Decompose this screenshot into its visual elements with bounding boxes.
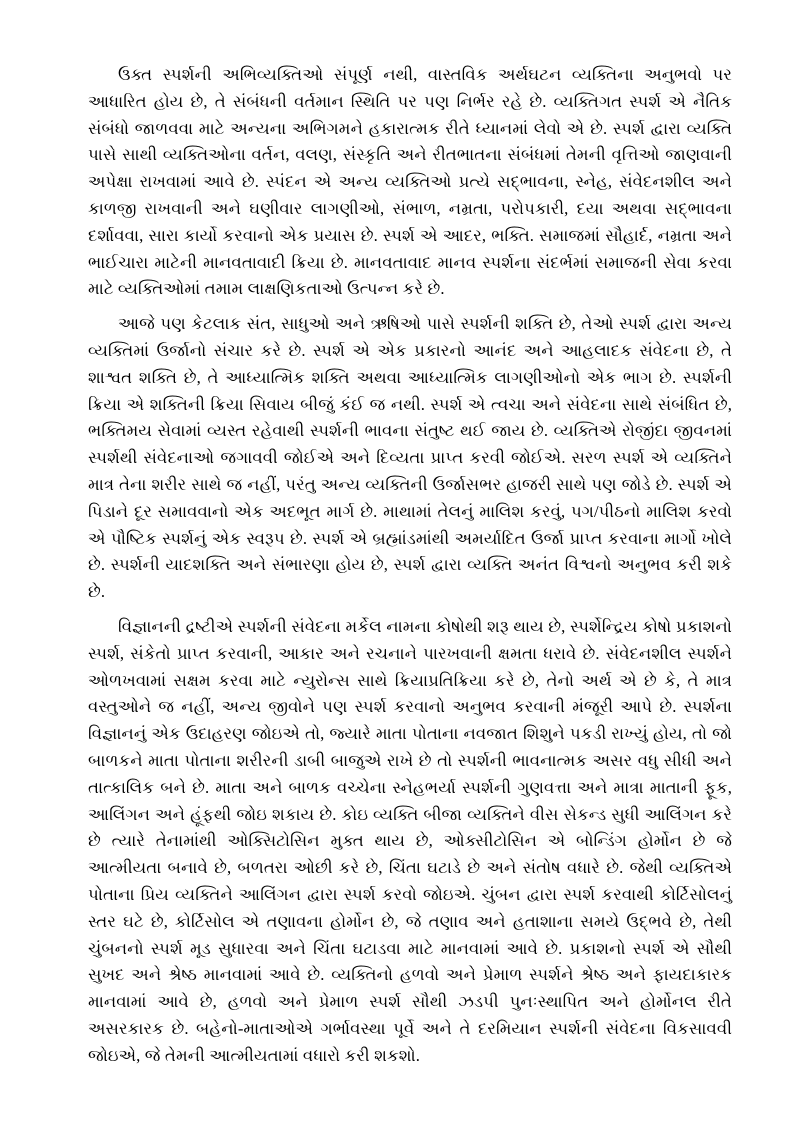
paragraph-1: ઉક્ત સ્પર્શની અભિવ્યક્તિઓ સંપૂર્ણ નથી, વાસ્તવિક અર્થઘટન વ્યક્તિના અનુભવો પર આધારિત હોય છે, તે સંબંધની વર્તમાન સ્થિતિ પર પણ નિર્ભર રહે છે. વ્યક્તિગત સ્પર્શ એ નૈતિક સંબંધો જાળવવા માટે અન્યના અભિગમને હકારાત્મક રીતે ધ્યાનમાં લેવો એ છે. સ્પર્શ દ્વારા વ્યક્તિ પાસે સાથી વ્યક્તિઓના વર્તન, વલણ, સંસ્કૃતિ અને રીતભાતના સંબંધમાં તેમની વૃત્તિઓ જાણવાની અપેક્ષા રાખવામાં આવે છે. સ્પંદન એ અન્ય વ્યક્તિઓ પ્રત્યે સદ્ભાવના, સ્નેહ, સંવેદનશીલ અને કાળજી રાખવાની અને ઘણીવાર લાગણીઓ, સંભાળ, નમ્રતા, પરોપકારી, દયા અથવા સદ્ભાવના દર્શાવવા, સારા કાર્યો કરવાનો એક પ્રયાસ છે. સ્પર્શ એ આદર, ભક્તિ. સમાજમાં સૌહાર્દ, નમ્રતા અને ભાઈચારા માટેની માનવતાવાદી ક્રિયા છે. માનવતાવાદ માનવ સ્પર્શના સંદર્ભમાં સમાજની સેવા કરવા માટે વ્યક્તિઓમાં તમામ લાક્ષણિકતાઓ ઉત્પન્ન કરે છે. [88, 65, 732, 299]
text-column [88, 62, 732, 1069]
paragraph-3: વિજ્ઞાનની દ્રષ્ટીએ સ્પર્શની સંવેદના મર્કેલ નામના કોષોથી શરૂ થાય છે, સ્પર્શેન્દ્રિય કોષો પ્રકાશનો સ્પર્શ, સંકેતો પ્રાપ્ત કરવાની, આકાર અને રચનાને પારખવાની ક્ષમતા ધરાવે છે. સંવેદનશીલ સ્પર્શને ઓળખવામાં સક્ષમ કરવા માટે ન્યુરોન્સ સાથે ક્રિયાપ્રતિક્રિયા કરે છે, તેનો અર્થ એ છે કે, તે માત્ર વસ્તુઓને જ નહીં, અન્ય જીવોને પણ સ્પર્શ કરવાનો અનુભવ કરવાની મંજૂરી આપે છે. સ્પર્શના વિજ્ઞાનનું એક ઉદાહરણ જોઇએ તો, જ્યારે માતા પોતાના નવજાત શિશુને પકડી રાખ્યું હોય, તો જો બાળકને માતા પોતાના શરીરની ડાબી બાજુએ રાખે છે તો સ્પર્શની ભાવનાત્મક અસર વધુ સીધી અને તાત્કાલિક બને છે. માતા અને બાળક વચ્ચેના સ્નેહભર્યા સ્પર્શની ગુણવત્તા અને માત્રા માતાની ફૂક, આલિંગન અને હૂંફથી જોઇ શકાય છે. કોઇ વ્યક્તિ બીજા વ્યક્તિને વીસ સેકન્ડ સુધી આલિંગન કરે છે ત્યારે તેનામાંથી ઓક્સિટોસિન મુક્ત થાય છે, ઓક્સીટોસિન એ બોન્ડિંગ હોર્મોન છે જે આત્મીયતા બનાવે છે, બળતરા ઓછી કરે છે, ચિંતા ઘટાડે છે અને સંતોષ વધારે છે. જેથી વ્યક્તિએ પોતાના પ્રિય વ્યક્તિને આલિંગન દ્વારા સ્પર્શ કરવો જોઇએ. ચુંબન દ્વારા સ્પર્શ કરવાથી કોર્ટિસોલનું સ્તર ઘટે છે, કોર્ટિસોલ એ તણાવના હોર્મોન છે, જે તણાવ અને હતાશાના સમયે ઉદ્ભવે છે, તેથી ચુંબનનો સ્પર્શ મૂડ સુધારવા અને ચિંતા ઘટાડવા માટે માનવામાં આવે છે. પ્રકાશનો સ્પર્શ એ સૌથી સુખદ અને શ્રેષ્ઠ માનવામાં આવે છે. વ્યક્તિનો હળવો અને પ્રેમાળ સ્પર્શને શ્રેષ્ઠ અને ફાયદાકારક માનવામાં આવે છે, હળવો અને પ્રેમાળ સ્પર્શ સૌથી ઝડપી પુનઃસ્થાપિત અને હોર્મોનલ રીતે અસરકારક છે. બહેનો-માતાઓએ ગર્ભાવસ્થા પૂર્વે અને તે દરમિયાન સ્પર્શની સંવેદના વિકસાવવી જોઇએ, જે તેમની આત્મીયતામાં વધારો કરી શકશો. [88, 616, 732, 1065]
paragraph-2: આજે પણ કેટલાક સંત, સાધુઓ અને ઋષિઓ પાસે સ્પર્શની શક્તિ છે, તેઓ સ્પર્શ દ્વારા અન્ય વ્યક્તિમાં ઉર્જાનો સંચાર કરે છે. સ્પર્શ એ એક પ્રકારનો આનંદ અને આહલાદક સંવેદના છે, તે શાશ્વત શક્તિ છે, તે આધ્યાત્મિક શક્તિ અથવા આધ્યાત્મિક લાગણીઓનો એક ભાગ છે. સ્પર્શની ક્રિયા એ શક્તિની ક્રિયા સિવાય બીજું કંઈ જ નથી. સ્પર્શ એ ત્વચા અને સંવેદના સાથે સંબંધિત છે, ભક્તિમય સેવામાં વ્યસ્ત રહેવાથી સ્પર્શની ભાવના સંતુષ્ટ થઈ જાય છે. વ્યક્તિએ રોજીંદા જીવનમાં સ્પર્શથી સંવેદનાઓ જગાવવી જોઈએ અને દિવ્યતા પ્રાપ્ત કરવી જોઈએ. સરળ સ્પર્શ એ વ્યક્તિને માત્ર તેના શરીર સાથે જ નહીં, પરંતુ અન્ય વ્યક્તિની ઉર્જાસભર હાજરી સાથે પણ જોડે છે. સ્પર્શ એ પિડાને દૂર સમાવવાનો એક અદભૂત માર્ગ છે. માથામાં તેલનું માલિશ કરવું, પગ/પીઠનો માલિશ કરવો એ પૌષ્ટિક સ્પર્શનું એક સ્વરૂપ છે. સ્પર્શ એ બ્રહ્માંડમાંથી અમર્યાદિત ઉર્જા પ્રાપ્ત કરવાના માર્ગો ખોલે છે. સ્પર્શની યાદશક્તિ અને સંભારણા હોય છે, સ્પર્શ દ્વારા વ્યક્તિ અનંત વિશ્વનો અનુભવ કરી શકે છે. [88, 314, 732, 602]
